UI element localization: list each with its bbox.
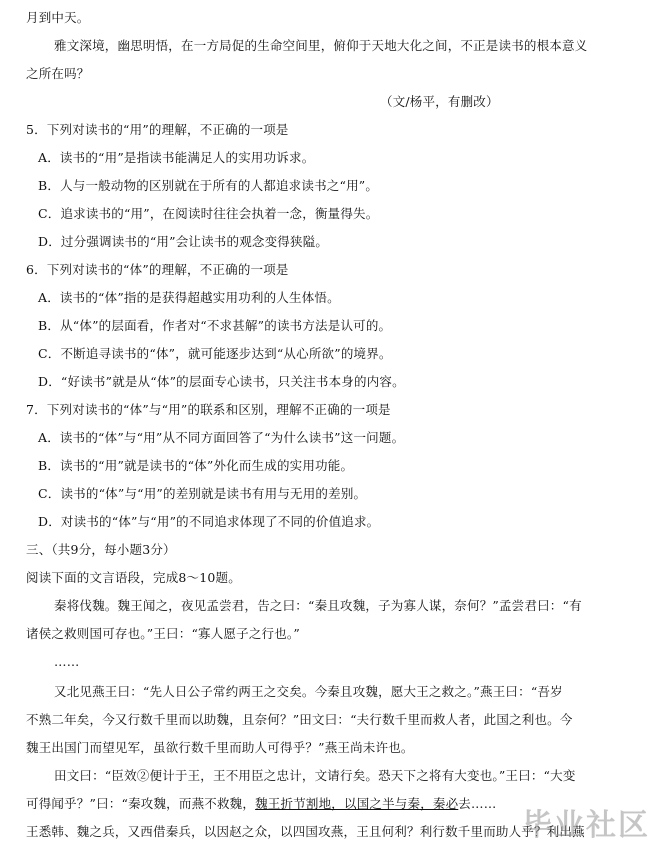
option-5a: A．读书的“用”是指读书能满足人的实用功诉求。: [38, 150, 315, 165]
passage-line: 田文曰：“臣效②便计于王，王不用臣之忠计，文请行矣。恐天下之将有大变也。”王曰：“大变: [54, 768, 576, 783]
source-note: （文/杨平，有删改）: [380, 94, 499, 109]
text-line: 之所在吗？: [26, 66, 90, 81]
option-7b: B．读书的“用”就是读书的“体”外化而生成的实用功能。: [38, 458, 354, 473]
text-line: 雅文深境，幽思明悟，在一方局促的生命空间里，俯仰于天地大化之间，不正是读书的根本意义: [54, 38, 588, 53]
underlined-segment: 魏王折节割地，以国之半与秦，秦必: [255, 796, 459, 811]
question-7: 7．下列对读书的“体”与“用”的联系和区别，理解不正确的一项是: [26, 402, 391, 417]
option-6c: C．不断追寻读书的“体”，就可能逐步达到“从心所欲”的境界。: [38, 346, 392, 361]
section-heading: 三、（共9分，每小题3分）: [26, 542, 176, 557]
passage-line: 王悉韩、魏之兵，又西借秦兵，以因赵之众，以四国攻燕，王且何利？利行数千里而助人乎？利出燕: [26, 824, 585, 839]
option-7d: D．对读书的“体”与“用”的不同追求体现了不同的价值追求。: [38, 514, 380, 529]
option-5c: C．追求读书的“用”，在阅读时往往会执着一念，衡量得失。: [38, 206, 379, 221]
passage-line: 秦将伐魏。魏王闻之，夜见孟尝君，告之曰：“秦且攻魏，子为寡人谋，奈何？”孟尝君曰：“有: [54, 598, 582, 613]
section-instruction: 阅读下面的文言语段，完成8～10题。: [26, 570, 241, 585]
option-6d: D．“好读书”就是从“体”的层面专心读书，只关注书本身的内容。: [38, 374, 405, 389]
passage-line: 诸侯之救则国可存也。”王曰：“寡人愿子之行也。”: [26, 626, 300, 641]
option-6b: B．从“体”的层面看，作者对“不求甚解”的读书方法是认可的。: [38, 318, 392, 333]
passage-line: 不熟二年矣，今又行数千里而以助魏，且奈何？”田文曰：“夫行数千里而救人者，此国之利也。今: [26, 712, 573, 727]
option-7c: C．读书的“体”与“用”的差别就是读书有用与无用的差别。: [38, 486, 367, 501]
option-5d: D．过分强调读书的“用”会让读书的观念变得狭隘。: [38, 234, 329, 249]
text-line: 月到中天。: [26, 10, 90, 25]
question-5: 5．下列对读书的“用”的理解，不正确的一项是: [26, 122, 289, 137]
passage-line: 魏王出国门而望见军，虽欲行数千里而助人可得乎？”燕王尚未许也。: [26, 740, 414, 755]
question-6: 6．下列对读书的“体”的理解，不正确的一项是: [26, 262, 289, 277]
passage-segment: 可得闻乎？”曰：“秦攻魏，而燕不救魏，: [26, 796, 256, 811]
ellipsis: ……: [54, 654, 80, 669]
option-5b: B．人与一般动物的区别就在于所有的人都追求读书之“用”。: [38, 178, 379, 193]
passage-line: 又北见燕王曰：“先人日公子常约两王之交矣。今秦且攻魏，愿大王之救之。”燕王曰：“吾岁: [54, 684, 563, 699]
passage-segment: 去……: [458, 796, 497, 811]
watermark-logo: 毕业社区: [522, 808, 650, 843]
option-6a: A．读书的“体”指的是获得超越实用功利的人生体悟。: [38, 290, 340, 305]
passage-line: [26, 795, 496, 813]
option-7a: A．读书的“体”与“用”从不同方面回答了“为什么读书”这一问题。: [38, 430, 405, 445]
